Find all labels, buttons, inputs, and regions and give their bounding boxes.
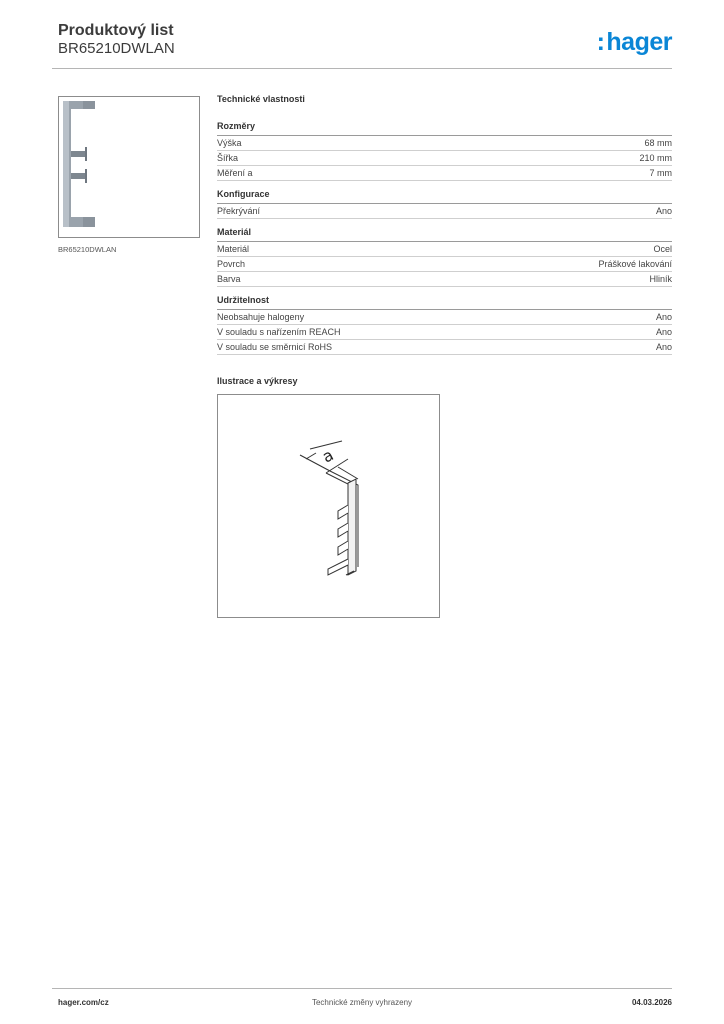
property-label: Výška (217, 138, 242, 148)
property-row (217, 151, 672, 166)
header-divider (52, 68, 672, 69)
hager-logo (597, 28, 672, 56)
product-code: BR65210DWLAN (58, 40, 175, 57)
technical-drawing (217, 394, 440, 618)
property-value: Ano (655, 342, 672, 352)
property-row (217, 272, 672, 287)
property-label: V souladu s nařízením REACH (217, 327, 341, 337)
property-value: Ano (655, 312, 672, 322)
technical-properties (217, 94, 672, 363)
product-image (58, 96, 200, 238)
property-value: 7 mm (649, 168, 672, 178)
profile-drawing-icon (218, 395, 439, 617)
footer-notice: Technické změny vyhrazeny (311, 998, 413, 1007)
property-value: 210 mm (639, 153, 672, 163)
properties-heading: Technické vlastnosti (217, 94, 305, 104)
property-row (217, 257, 672, 272)
property-value: Ano (655, 206, 672, 216)
property-label: Materiál (217, 244, 250, 254)
property-row (217, 325, 672, 340)
image-caption: BR65210DWLAN (58, 245, 117, 254)
property-row (217, 136, 672, 151)
property-label: Měření a (217, 168, 253, 178)
property-value: Hliník (649, 274, 672, 284)
group-configuration (217, 189, 672, 219)
property-value: Práškové lakování (598, 259, 672, 269)
group-dimensions (217, 121, 672, 181)
product-photo-icon (59, 97, 199, 237)
property-value: 68 mm (644, 138, 672, 148)
property-label: V souladu se směrnicí RoHS (217, 342, 333, 352)
property-label: Barva (217, 274, 241, 284)
logo-dots-icon: : (596, 28, 605, 56)
property-row (217, 242, 672, 257)
property-label: Povrch (217, 259, 246, 269)
property-row (217, 204, 672, 219)
group-title: Rozměry (217, 121, 672, 136)
group-title: Materiál (217, 227, 672, 242)
property-row (217, 340, 672, 355)
logo-text: hager (606, 28, 672, 56)
illustrations-heading: Ilustrace a výkresy (217, 376, 298, 386)
group-title: Udržitelnost (217, 295, 672, 310)
property-row (217, 166, 672, 181)
property-row (217, 310, 672, 325)
page-title: Produktový list (58, 22, 174, 39)
property-label: Šířka (217, 153, 239, 163)
group-sustainability (217, 295, 672, 355)
document-date: 04.03.2026 (631, 998, 672, 1007)
property-label: Neobsahuje halogeny (217, 312, 305, 322)
property-label: Překrývání (217, 206, 261, 216)
footer-divider (52, 988, 672, 989)
property-value: Ano (655, 327, 672, 337)
dimension-label-a: a (318, 445, 337, 467)
group-material (217, 227, 672, 287)
property-value: Ocel (653, 244, 672, 254)
group-title: Konfigurace (217, 189, 672, 204)
website-link[interactable]: hager.com/cz (58, 998, 109, 1007)
